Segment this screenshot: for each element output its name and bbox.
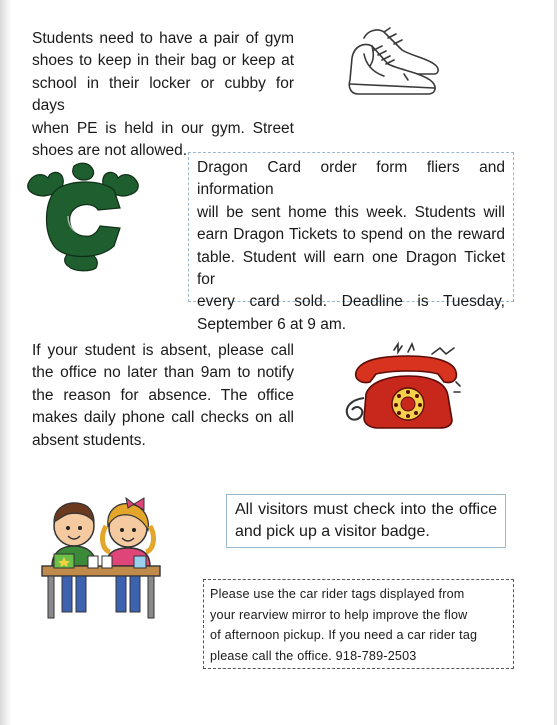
dragon-card-line: every card sold. Deadline is Tuesday, — [197, 293, 505, 311]
dragon-card-line: September 6 at 9 am. — [197, 315, 347, 333]
gym-shoes-paragraph — [32, 28, 294, 162]
dragon-card-line: earn Dragon Tickets to spend on the reward — [197, 226, 505, 244]
ringing-phone-icon — [336, 342, 466, 434]
page-shadow-left — [0, 0, 12, 725]
absence-line: If your student is absent, please call — [32, 342, 294, 359]
car-rider-box — [203, 579, 514, 669]
gym-shoes-line: when PE is held in our gym. Street — [32, 119, 294, 137]
car-rider-paragraph — [210, 584, 510, 666]
dragon-card-line: will be sent home this week. Students will — [197, 203, 505, 221]
gym-shoes-line: shoes are not allowed. — [32, 142, 188, 160]
car-rider-line: please call the office. 918-789-2503 — [210, 648, 417, 663]
sneaker-icon — [344, 24, 444, 102]
visitors-paragraph — [235, 499, 497, 544]
absence-line: absent students. — [32, 431, 146, 449]
absence-line: makes daily phone call checks on all — [32, 409, 294, 427]
absence-line: the reason for absence. The office — [32, 386, 294, 404]
students-at-desk-icon — [40, 496, 162, 622]
car-rider-line: Please use the car rider tags displayed from — [210, 587, 465, 601]
visitors-line: All visitors must check into the office — [235, 501, 497, 518]
dragon-card-paragraph — [197, 157, 505, 336]
gym-shoes-line: Students need to have a pair of gym — [32, 30, 294, 47]
visitors-line: and pick up a visitor badge. — [235, 523, 430, 541]
dragon-c-logo — [24, 164, 142, 272]
gym-shoes-line: shoes to keep in their bag or keep at — [32, 52, 294, 70]
visitors-box — [226, 494, 506, 548]
gym-shoes-line: school in their locker or cubby for days — [32, 74, 294, 115]
car-rider-line: of afternoon pickup. If you need a car rider tag — [210, 628, 478, 642]
dragon-card-line: table. Student will earn one Dragon Ticket for — [197, 248, 505, 289]
dragon-card-line: Dragon Card order form fliers and information — [197, 159, 505, 199]
car-rider-line: your rearview mirror to help improve the flow — [210, 607, 468, 622]
dragon-card-box — [188, 152, 514, 333]
absence-line: the office no later than 9am to notify — [32, 364, 294, 382]
absence-paragraph — [32, 340, 294, 452]
